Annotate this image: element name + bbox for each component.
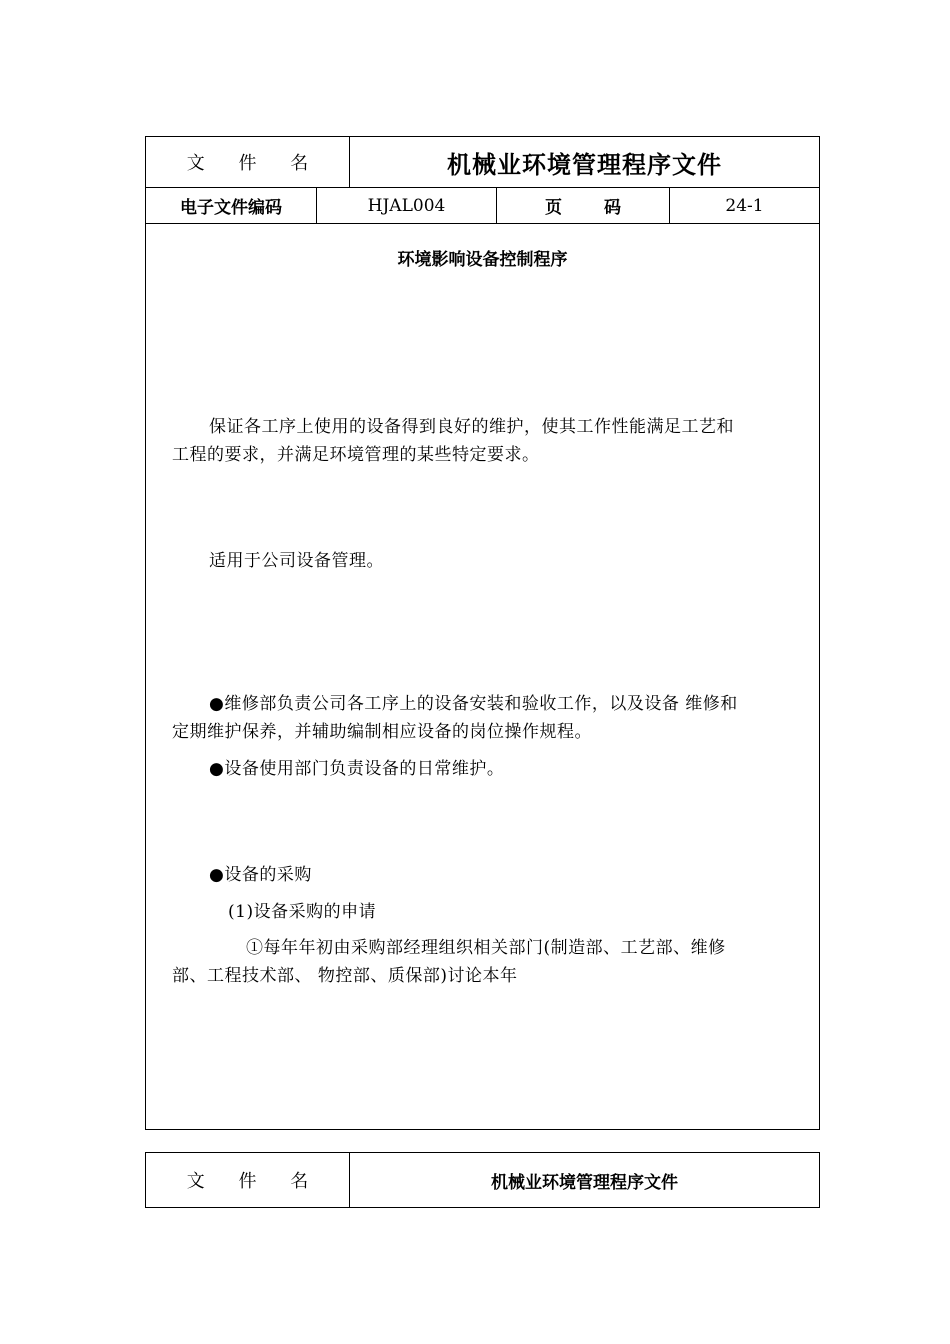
responsibility-line-3: ●设备使用部门负责设备的日常维护。 — [209, 759, 505, 779]
page-value: 24-1 — [725, 195, 764, 216]
procurement-subheading: (1)设备采购的申请 — [228, 902, 377, 922]
procurement-item-line-1: ①每年年初由采购部经理组织相关部门(制造部、工艺部、维修 — [246, 938, 726, 958]
procurement-heading: ●设备的采购 — [209, 865, 312, 885]
row2-bottom-border — [145, 223, 820, 224]
purpose-line-2: 工程的要求，并满足环境管理的某些特定要求。 — [172, 445, 540, 465]
file-name-value: 机械业环境管理程序文件 — [447, 149, 722, 179]
purpose-line-1: 保证各工序上使用的设备得到良好的维护，使其工作性能满足工艺和 — [209, 417, 734, 437]
code-label: 电子文件编码 — [180, 198, 282, 218]
responsibility-line-1: ●维修部负责公司各工序上的设备安装和验收工作，以及设备 维修和 — [209, 694, 738, 714]
procurement-item-line-2: 部、工程技术部、 物控部、质保部)讨论本年 — [172, 966, 518, 986]
responsibility-line-2: 定期维护保养，并辅助编制相应设备的岗位操作规程。 — [172, 722, 592, 742]
scope-line: 适用于公司设备管理。 — [209, 551, 384, 571]
next-page-file-name-value: 机械业环境管理程序文件 — [491, 1172, 678, 1193]
document-heading: 环境影响设备控制程序 — [397, 250, 568, 270]
code-value: HJAL004 — [367, 195, 446, 216]
next-page-file-name-label: 文 件 名 — [186, 1171, 323, 1192]
file-name-label: 文 件 名 — [186, 153, 323, 174]
page-label: 页 码 — [545, 198, 639, 218]
